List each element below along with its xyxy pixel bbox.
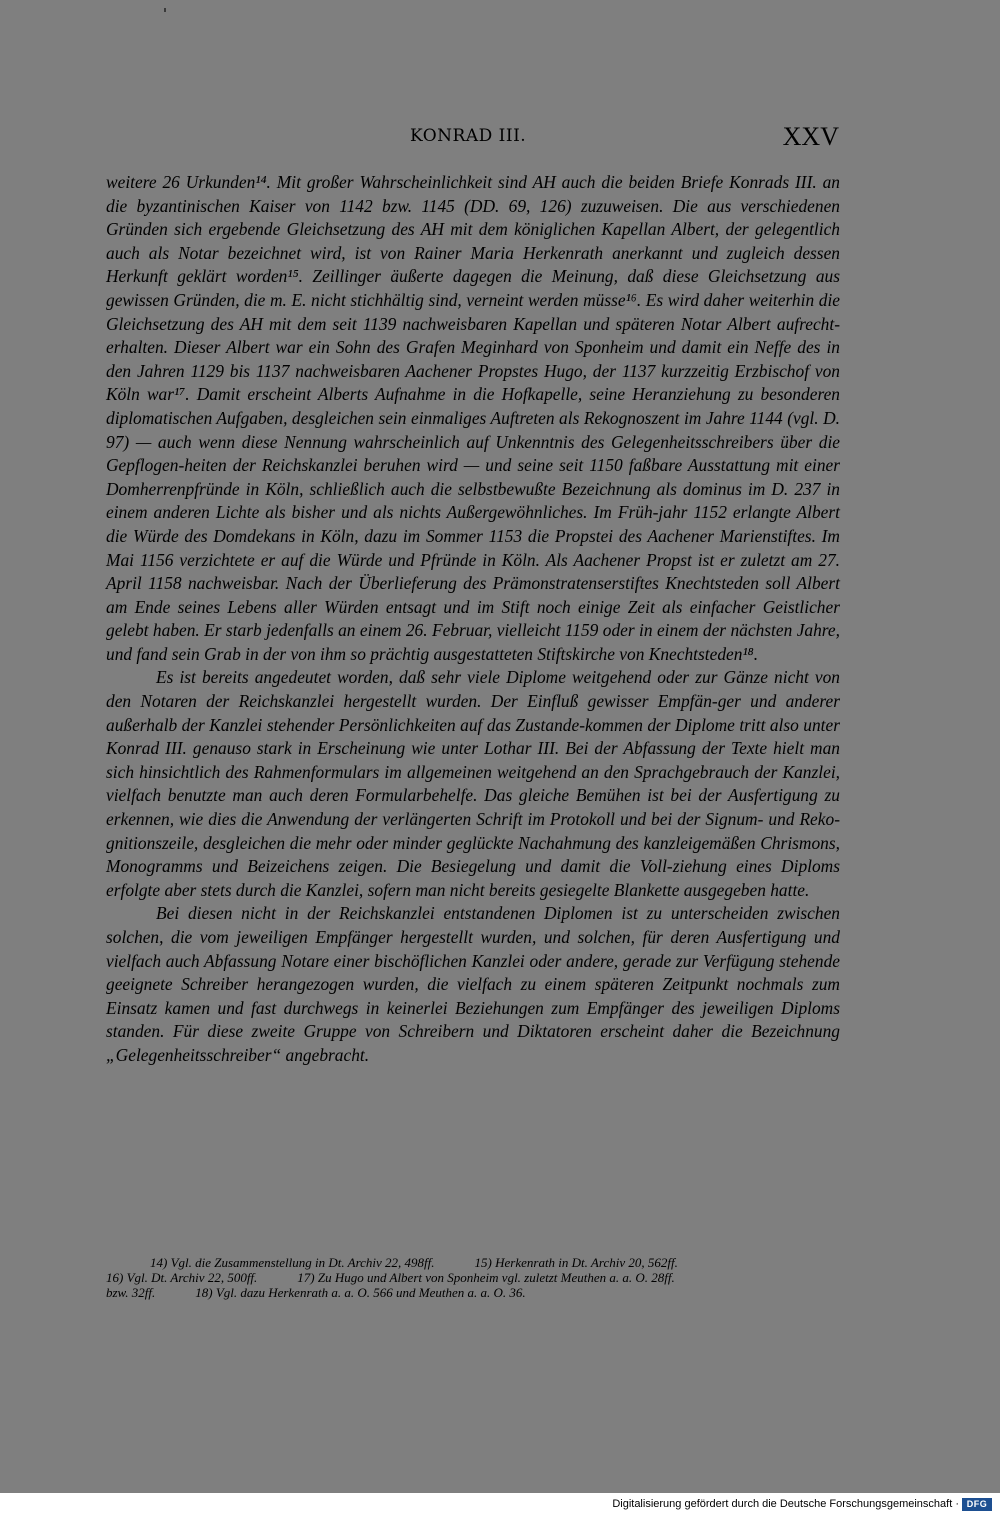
footnotes: [106, 1255, 840, 1300]
footnote-17: 17) Zu Hugo und Albert von Sponheim vgl. zuletzt Meuthen a. a. O. 28ff.: [297, 1270, 675, 1285]
footnote-15: 15) Herkenrath in Dt. Archiv 20, 562ff.: [474, 1255, 678, 1270]
credit-text: Digitalisierung gefördert durch die Deutsche Forschungsgemeinschaft ·: [612, 1498, 959, 1510]
paragraph-2: Es ist bereits angedeutet worden, daß sehr viele Diplome weitgehend oder zur Gänze nicht von den Notaren der Reichskanzlei hergestellt wurden. Der Einfluß gewisser Empfän-ger und anderer außerhalb der Kanzlei stehender Persönlichkeiten auf das Zustande-kommen der Diplome tritt also unter Konrad III. genauso stark in Erscheinung wie unter Lothar III. Bei der Abfassung der Texte hielt man sich hinsichtlich des Rahmenformulars im allgemeinen weitgehend an den Sprachgebrauch der Kanzlei, vielfach benutzte man auch deren Formularbehelfe. Das gleiche Bemühen ist bei der Ausfertigung zu erkennen, wie dies die Anwendung der verlängerten Schrift im Protokoll und bei der Signum- und Reko-gnitionszeile, desgleichen die mehr oder minder geglückte Nachahmung des kanzleigemäßen Chrismons, Monogramms und Beizeichens zeigen. Die Besiegelung und damit die Voll-ziehung eines Diploms erfolgte aber stets durch die Kanzlei, sofern man nicht bereits gesiegelte Blankette ausgegeben hatte.: [106, 667, 840, 900]
page-number: XXV: [782, 122, 839, 151]
footnote-14: 14) Vgl. die Zusammenstellung in Dt. Archiv 22, 498ff.: [150, 1255, 435, 1270]
body-text: [106, 171, 840, 1068]
footnote-16: 16) Vgl. Dt. Archiv 22, 500ff.: [106, 1270, 258, 1285]
dfg-logo[interactable]: DFG: [962, 1498, 992, 1511]
running-title: KONRAD III.: [410, 126, 527, 146]
footnote-18: 18) Vgl. dazu Herkenrath a. a. O. 566 und Meuthen a. a. O. 36.: [195, 1285, 526, 1300]
digitization-credit: [612, 1496, 992, 1512]
footnote-17-continued: bzw. 32ff.: [106, 1285, 156, 1300]
paragraph-1: weitere 26 Urkunden¹⁴. Mit großer Wahrscheinlichkeit sind AH auch die beiden Briefe Konrads III. an die byzantinischen Kaiser von 1142 bzw. 1145 (DD. 69, 126) zuzuweisen. Die aus verschiedenen Gründen sich ergebende Gleichsetzung des AH mit dem königlichen Kapellan Albert, der gelegentlich auch als Notar bezeichnet wird, ist von Rainer Maria Herkenrath anerkannt und zugleich dessen Herkunft geklärt worden¹⁵. Zeillinger äußerte dagegen die Meinung, daß diese Gleichsetzung aus gewissen Gründen, die m. E. nicht stichhältig sind, verneint werden müsse¹⁶. Es wird daher weiterhin die Gleichsetzung des AH mit dem seit 1139 nachweisbaren Kapellan und späteren Notar Albert aufrecht-erhalten. Dieser Albert war ein Sohn des Grafen Meginhard von Sponheim und damit ein Neffe des in den Jahren 1129 bis 1137 nachweisbaren Aachener Propstes Hugo, der 1137 kurzzeitig Erzbischof von Köln war¹⁷. Damit erscheint Alberts Aufnahme in die Hofkapelle, seine Heranziehung zu besonderen diplomatischen Aufgaben, desgleichen sein einmaliges Auftreten als Rekognoszent im Jahre 1144 (vgl. D. 97) — auch wenn diese Nennung wahrscheinlich auf Unkenntnis des Gelegenheitsschreibers über die Gepflogen-heiten der Reichskanzlei beruhen wird — und seine seit 1150 faßbare Ausstattung mit einer Domherrenpfründe in Köln, schließlich auch die selbstbewußte Bezeichnung als dominus im D. 237 in einem anderen Lichte als bisher und als nichts Außergewöhnliches. Im Früh-jahr 1152 erlangte Albert die Würde des Domdekans in Köln, dazu im Sommer 1153 die Propstei des Aachener Marienstiftes. Im Mai 1156 verzichtete er auf die Würde und Pfründe in Köln. Als Aachener Propst ist er zuletzt am 27. April 1158 nachweisbar. Nach der Überlieferung des Prämonstratenserstiftes Knechtsteden soll Albert am Ende seines Lebens aller Würden entsagt und im Stift noch einige Zeit als einfacher Geistlicher gelebt haben. Er starb jedenfalls an einem 26. Februar, vielleicht 1159 oder in einem der nächsten Jahre, und fand sein Grab in der von ihm so prächtig ausgestatteten Stiftskirche von Knechtsteden¹⁸.: [106, 172, 840, 664]
scan-speck: [164, 8, 166, 12]
running-head: [0, 124, 1000, 150]
footnote-row-2: [106, 1270, 840, 1285]
footnote-row-1: [106, 1255, 840, 1270]
footnote-row-3: [106, 1285, 840, 1300]
paragraph-3: Bei diesen nicht in der Reichskanzlei entstandenen Diplomen ist zu unterscheiden zwischen solchen, die vom jeweiligen Empfänger hergestellt wurden, und solchen, für deren Ausfertigung und vielfach auch Abfassung Notare einer bischöflichen Kanzlei oder andere, gerade zur Verfügung stehende geeignete Schreiber herangezogen wurden, die vielfach zu einem späteren Zeitpunkt nochmals zum Einsatz kamen und fast durchwegs in keinerlei Beziehungen zum Empfänger des jeweiligen Diploms standen. Für diese zweite Gruppe von Schreibern und Diktatoren erscheint daher die Bezeichnung „Gelegenheitsschreiber“ angebracht.: [106, 903, 840, 1065]
